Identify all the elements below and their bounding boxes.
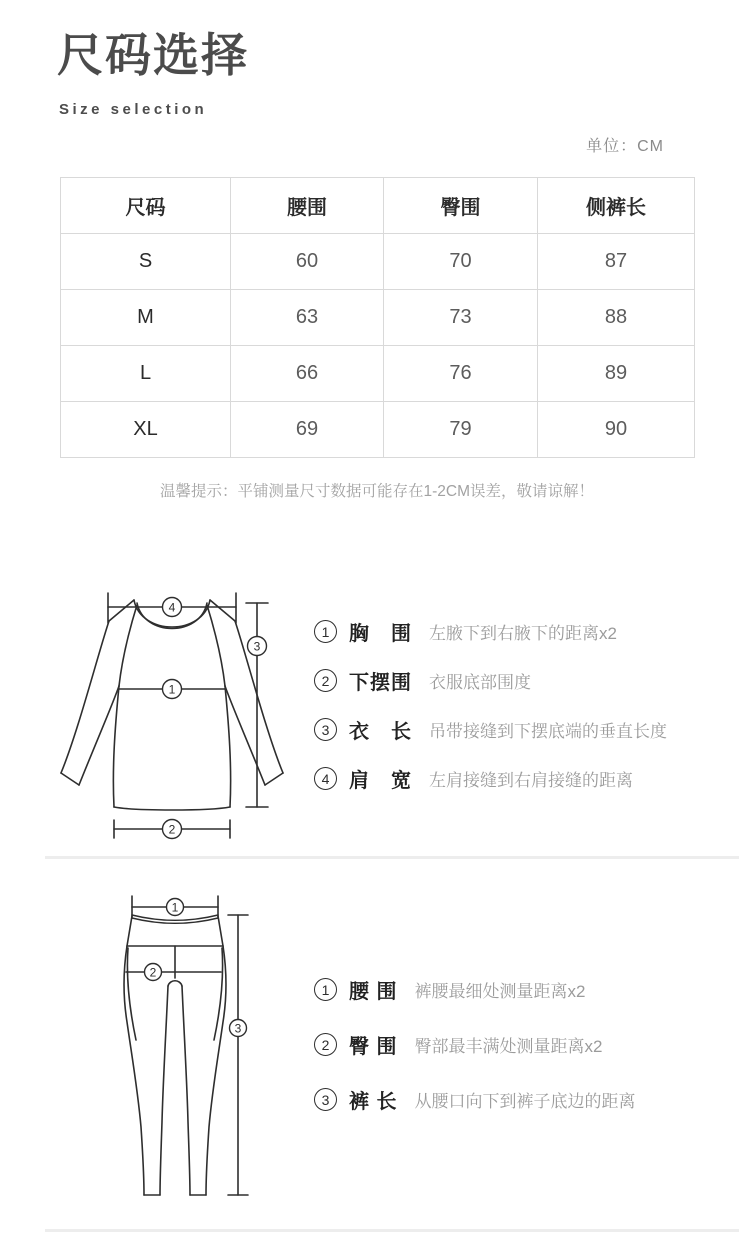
waist-cell: 60 — [231, 234, 384, 290]
side-length-cell: 87 — [538, 234, 695, 290]
chest-marker-number: 1 — [168, 682, 176, 697]
pants-diagram — [70, 882, 270, 1212]
list-item — [314, 705, 667, 754]
size-table — [60, 177, 695, 458]
size-cell: M — [61, 290, 231, 346]
list-item — [314, 1072, 636, 1127]
table-row — [61, 402, 695, 458]
length-marker-number: 3 — [253, 639, 261, 654]
measurement-tolerance-note: 温馨提示：平铺测量尺寸数据可能存在1-2CM误差，敬请谅解！ — [159, 483, 594, 500]
hip-cell: 70 — [384, 234, 538, 290]
measurement-description: 从腰口向下到裤子底边的距离 — [414, 1092, 636, 1111]
column-header-side-length: 侧裤长 — [538, 178, 695, 234]
size-cell: XL — [61, 402, 231, 458]
measurement-label: 衣 长 — [349, 721, 412, 743]
unit-label: 单位：CM — [586, 138, 664, 155]
measurement-description: 裤腰最细处测量距离x2 — [414, 982, 586, 1001]
pants-length-marker-number: 3 — [234, 1021, 242, 1036]
measurement-description: 衣服底部围度 — [429, 673, 531, 692]
list-item — [314, 607, 667, 656]
measurement-description: 臀部最丰满处测量距离x2 — [414, 1037, 603, 1056]
table-row — [61, 346, 695, 402]
table-row — [61, 234, 695, 290]
circled-number-icon: 3 — [314, 718, 337, 741]
measurement-description: 左肩接缝到右肩接缝的距离 — [429, 771, 633, 790]
list-item — [314, 754, 667, 803]
waist-marker-number: 1 — [171, 900, 179, 915]
size-table-header-row — [61, 178, 695, 234]
shirt-diagram — [40, 582, 300, 852]
shoulder-marker-number: 4 — [168, 600, 176, 615]
circled-number-icon: 4 — [314, 767, 337, 790]
measurement-label: 裤 长 — [349, 1091, 398, 1113]
hip-marker-number: 2 — [149, 965, 157, 980]
circled-number-icon: 1 — [314, 978, 337, 1001]
circled-number-icon: 3 — [314, 1088, 337, 1111]
size-cell: S — [61, 234, 231, 290]
size-cell: L — [61, 346, 231, 402]
page-subtitle: Size selection — [59, 101, 208, 118]
measurement-label: 臀 围 — [349, 1036, 398, 1058]
side-length-cell: 90 — [538, 402, 695, 458]
circled-number-icon: 2 — [314, 1033, 337, 1056]
circled-number-icon: 2 — [314, 669, 337, 692]
hip-cell: 79 — [384, 402, 538, 458]
side-length-cell: 89 — [538, 346, 695, 402]
measurement-label: 肩 宽 — [349, 770, 412, 792]
measurement-label: 下摆围 — [349, 672, 412, 694]
page-title: 尺码选择 — [57, 29, 249, 81]
hip-cell: 76 — [384, 346, 538, 402]
circled-number-icon: 1 — [314, 620, 337, 643]
measurement-description: 吊带接缝到下摆底端的垂直长度 — [429, 722, 667, 741]
section-divider — [45, 1229, 739, 1232]
table-row — [61, 290, 695, 346]
hip-cell: 73 — [384, 290, 538, 346]
column-header-hip: 臀围 — [384, 178, 538, 234]
shirt-measurement-legend — [314, 607, 667, 803]
section-divider — [45, 856, 739, 859]
column-header-size: 尺码 — [61, 178, 231, 234]
waist-cell: 69 — [231, 402, 384, 458]
measurement-label: 腰 围 — [349, 981, 398, 1003]
list-item — [314, 1017, 636, 1072]
column-header-waist: 腰围 — [231, 178, 384, 234]
hem-marker-number: 2 — [168, 822, 176, 837]
waist-cell: 63 — [231, 290, 384, 346]
waist-cell: 66 — [231, 346, 384, 402]
side-length-cell: 88 — [538, 290, 695, 346]
list-item — [314, 962, 636, 1017]
measurement-label: 胸 围 — [349, 623, 412, 645]
pants-measurement-legend — [314, 962, 636, 1127]
measurement-description: 左腋下到右腋下的距离x2 — [429, 624, 617, 643]
list-item — [314, 656, 667, 705]
